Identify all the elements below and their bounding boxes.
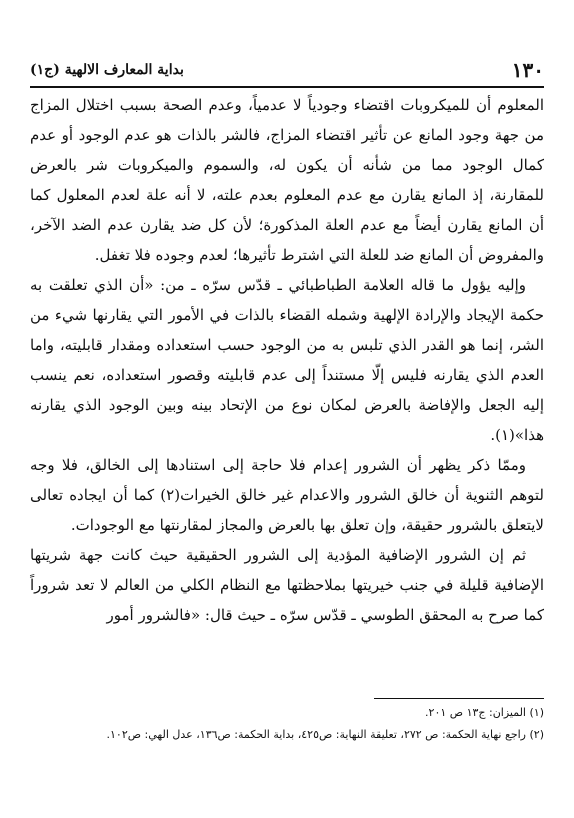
paragraph-3: وممّا ذكر يظهر أن الشرور إعدام فلا حاجة إلى استنادها إلى الخالق، فلا وجه لتوهم الثنوية أن خالق الشرور والاعدام غير خالق الخيرات(٢) كما أن ايجاده تعالى لايتعلق بالشرور حقيقة، وإن تعلق بها بالعرض والمجاز لمقارنتها مع الوجودات. — [30, 456, 544, 534]
running-title: بداية المعارف الالهية (ج١) — [30, 62, 184, 78]
page-header — [30, 58, 544, 84]
main-text — [30, 90, 544, 630]
footnotes — [30, 702, 544, 746]
footnote-2: (٢) راجع نهاية الحكمة: ص ٢٧٢، تعليقة النهاية: ص٤٢٥، بداية الحكمة: ص١٣٦، عدل الهي: ص١٠٢. — [106, 728, 544, 741]
paragraph-2: وإليه يؤول ما قاله العلامة الطباطبائي ـ قدّس سرّه ـ من: «أن الذي تعلقت به حكمة الإيجاد والإرادة الإلهية وشمله القضاء بالذات في الأمور التي يقارنها شيء من الشر، إنما هو القدر الذي تلبس به من الوجود حسب استعداده ومقدار قابليته، واما العدم الذي يقارنه فليس إلّا مستنداً إلى عدم قابليته وقصور استعداده، نعم ينسب إليه الجعل والإفاضة بالعرض لمكان نوع من الإتحاد بينه وبين الوجود الذي يقارنه هذا»(١). — [30, 276, 544, 444]
footnote-rule — [374, 698, 544, 699]
paragraph-4: ثم إن الشرور الإضافية المؤدية إلى الشرور الحقيقية حيث كانت جهة شريتها الإضافية قليلة في جنب خيريتها بملاحظتها مع النظام الكلي من العالم لا تعد شروراً كما صرح به المحقق الطوسي ـ قدّس سرّه ـ حيث قال: «فالشرور أمور — [30, 546, 544, 624]
header-rule — [30, 86, 544, 88]
page-number: ١٣٠ — [511, 58, 544, 82]
footnote-1: (١) الميزان: ج١٣ ص ٢٠١. — [425, 706, 544, 719]
paragraph-1: المعلوم أن للميكروبات اقتضاء وجودياً لا عدمياً، وعدم الصحة بسبب اختلال المزاج من جهة وجود المانع عن تأثير اقتضاء المزاج، فالشر بالذات هو عدم الوجود أو عدم كمال الوجود مما من شأنه أن يكون له، والسموم والميكروبات شر بالعرض للمقارنة، إذ المانع يقارن مع عدم المعلوم بعدم علته، لا أنه علة لعدم المعلول كما أن المانع يقارن أيضاً مع عدم العلة المذكورة؛ لأن كل ضد يقارن عدم الضد الآخر، والمفروض أن المانع ضد للعلة التي اشترط تأثيرها؛ لعدم وجوده فلا تغفل. — [30, 96, 544, 264]
